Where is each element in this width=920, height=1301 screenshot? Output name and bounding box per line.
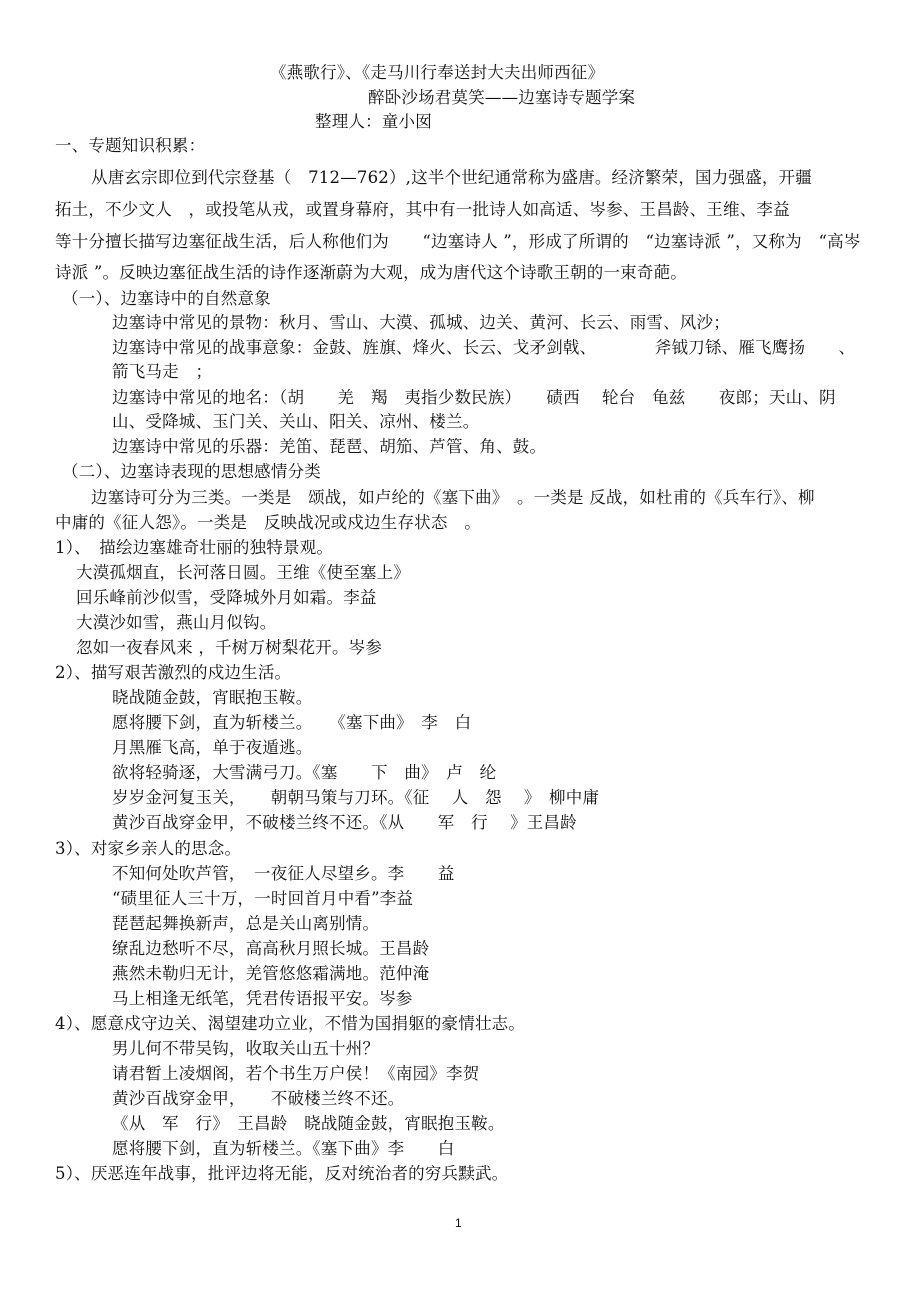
verse-line: 马上相逢无纸笔，凭君传语报平安。岑参 xyxy=(112,989,413,1008)
verse-line: 不知何处吹芦管， 一夜征人尽望乡。李 益 xyxy=(112,864,455,883)
imagery-line: 边塞诗中常见的乐器：羌笛、琵琶、胡笳、芦管、角、鼓。 xyxy=(112,437,547,456)
verse-line: 燕然未勒归无计，羌管悠悠霜满地。范仲淹 xyxy=(112,964,430,983)
verse-line: 《从 军 行》 王昌龄 晓战随金鼓，宵眠抱玉鞍。 xyxy=(112,1114,505,1133)
doc-title: 《燕歌行》、《走马川行奉送封大夫出师西征》 xyxy=(270,63,605,82)
imagery-line: 边塞诗中常见的景物：秋月、雪山、大漠、孤城、边关、黄河、长云、雨雪、风沙； xyxy=(112,313,730,332)
verse-line: 黄沙百战穿金甲，不破楼兰终不还。《从 军 行 》王昌龄 xyxy=(112,813,577,832)
category-heading: 4）、愿意戍守边关、渴望建功立业，不惜为国捐躯的豪情壮志。 xyxy=(55,1014,526,1033)
imagery-line: 箭飞马走 ； xyxy=(112,362,213,381)
verse-line: 晓战随金鼓，宵眠抱玉鞍。 xyxy=(112,688,313,707)
intro-line: 诗派 ”。反映边塞征战生活的诗作逐渐蔚为大观，成为唐代这个诗歌王朝的一束奇葩。 xyxy=(55,263,687,282)
intro-line: 拓土，不少文人 ，或投笔从戎，或置身幕府，其中有一批诗人如高适、岑参、王昌龄、王维、李益 xyxy=(55,200,790,219)
category-heading: 1）、 描绘边塞雄奇壮丽的独特景观。 xyxy=(55,538,334,557)
intro-line: 从唐玄宗即位到代宗登基（ 712—762）,这半个世纪通常称为盛唐。经济繁荣，国力强盛，开疆 xyxy=(91,168,812,187)
verse-line: 月黑雁飞高，单于夜遁逃。 xyxy=(112,738,313,757)
category-heading: 3）、对家乡亲人的思念。 xyxy=(55,839,242,858)
subsection-heading: （二）、边塞诗表现的思想感情分类 xyxy=(62,462,321,481)
verse-line: 愿将腰下剑，直为斩楼兰。 《塞下曲》 李 白 xyxy=(112,713,472,732)
verse-line: 愿将腰下剑，直为斩楼兰。《塞下曲》李 白 xyxy=(112,1139,455,1158)
verse-line: 缭乱边愁听不尽，高高秋月照长城。王昌龄 xyxy=(112,939,430,958)
verse-line: 黄沙百战穿金甲， 不破楼兰终不还。 xyxy=(112,1089,405,1108)
subsection-heading: （一）、边塞诗中的自然意象 xyxy=(62,289,271,308)
verse-line: “碛里征人三十万，一时回首月中看”李益 xyxy=(112,889,414,908)
verse-line: 欲将轻骑逐，大雪满弓刀。《塞 下 曲》 卢 纶 xyxy=(112,763,497,782)
intro-line: 等十分擅长描写边塞征战生活，后人称他们为 “边塞诗人 ”，形成了所谓的 “边塞诗派 ”，又称为 “高岑 xyxy=(55,232,861,251)
classification-line: 边塞诗可分为三类。一类是 颂战，如卢纶的《塞下曲》 。一类是 反战，如杜甫的《兵车行》、柳 xyxy=(91,488,815,507)
classification-line: 中庸的《征人怨》。一类是 反映战况或戍边生存状态 。 xyxy=(55,513,481,532)
imagery-line: 山、受降城、玉门关、关山、阳关、凉州、楼兰。 xyxy=(112,412,480,431)
verse-line: 大漠孤烟直，长河落日圆。王维《使至塞上》 xyxy=(76,563,410,582)
imagery-line: 边塞诗中常见的地名：（胡 羌 羯 夷指少数民族） 碛西 轮台 龟兹 夜郎；天山、阴 xyxy=(112,388,836,407)
doc-author: 整理人：童小囡 xyxy=(315,112,432,131)
verse-line: 男儿何不带吴钩，收取关山五十州？ xyxy=(112,1039,380,1058)
verse-line: 忽如一夜春风来 ，千树万树梨花开。岑参 xyxy=(76,638,383,657)
doc-subtitle: 醉卧沙场君莫笑——边塞诗专题学案 xyxy=(368,88,636,107)
category-heading: 2）、描写艰苦激烈的戍边生活。 xyxy=(55,663,292,682)
verse-line: 回乐峰前沙似雪，受降城外月如霜。李益 xyxy=(76,588,377,607)
verse-line: 琵琶起舞换新声，总是关山离别情。 xyxy=(112,914,380,933)
page-number: 1 xyxy=(455,1216,462,1230)
verse-line: 请君暂上凌烟阁，若个书生万户侯！《南园》李贺 xyxy=(112,1064,480,1083)
imagery-line: 边塞诗中常见的战事意象：金鼓、旌旗、烽火、长云、戈矛剑戟、 斧钺刀铩、雁飞鹰扬 、 xyxy=(112,338,856,357)
section-heading: 一、专题知识积累： xyxy=(55,136,206,155)
verse-line: 岁岁金河复玉关， 朝朝马策与刀环。《征 人 怨 》 柳中庸 xyxy=(112,788,600,807)
verse-line: 大漠沙如雪，燕山月似钩。 xyxy=(76,613,277,632)
category-heading: 5）、厌恶连年战事，批评边将无能，反对统治者的穷兵黩武。 xyxy=(55,1164,509,1183)
